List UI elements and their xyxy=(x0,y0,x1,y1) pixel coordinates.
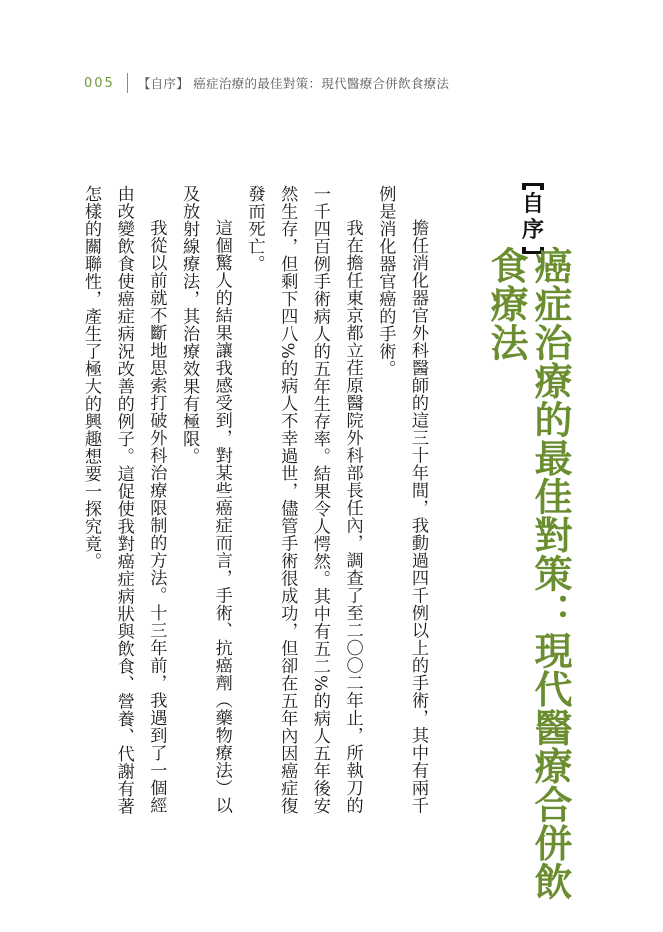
body-text xyxy=(80,185,434,825)
tag-bracket-open xyxy=(520,181,546,191)
paragraph-2: 我在擔任東京都立荏原醫院外科部長任內，調查了至二〇〇二年止，所執刀的一千四百例手術病人的五年生存率。結果令人愕然。其中有五二%的病人五年後安然生存，但剩下四八%的病人不幸過世，儘管手術很成功，但卻在五年內因癌症復發而死亡。 xyxy=(244,185,363,815)
running-header-title: 【自序】 癌症治療的最佳對策：現代醫療合併飲食療法 xyxy=(137,76,450,91)
section-tag xyxy=(514,181,552,256)
paragraph-1: 擔任消化器官外科醫師的這三十年間，我動過四千例以上的手術，其中有兩千例是消化器官癌的手術。 xyxy=(375,185,428,815)
header-divider xyxy=(127,73,128,93)
page-number: 005 xyxy=(84,75,115,91)
paragraph-4: 我從以前就不斷地思索打破外科治療限制的方法。十三年前，我遇到了一個經由改變飲食使癌症病況改善的例子。這促使我對癌症病狀與飲食、營養、代謝有著怎樣的關聯性，產生了極大的興趣想要一探究竟。 xyxy=(80,185,167,815)
tag-char-2: 序 xyxy=(521,218,544,243)
paragraph-3: 這個驚人的結果讓我感受到，對某些癌症而言，手術、抗癌劑（藥物療法）以及放射線療法，其治療效果有極限。 xyxy=(179,185,232,815)
chapter-title: 癌症治療的最佳對策：現代醫療合併飲食療法 xyxy=(484,246,573,901)
running-header xyxy=(84,72,449,94)
tag-char-1: 自 xyxy=(521,192,544,217)
